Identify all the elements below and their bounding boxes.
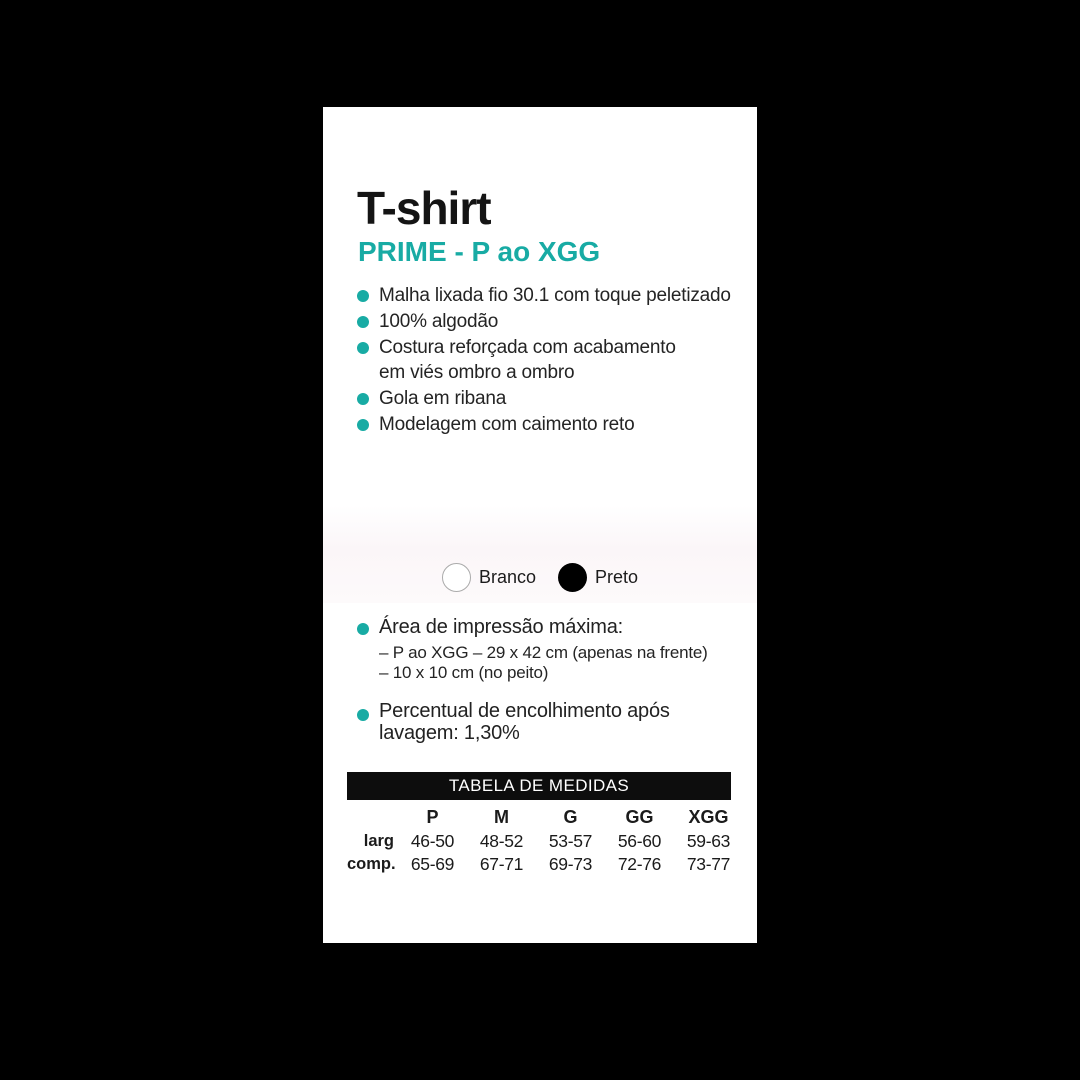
column-header: P	[426, 807, 439, 827]
feature-text: Costura reforçada com acabamento	[379, 337, 676, 358]
row-label: larg	[363, 831, 394, 850]
column-header: XGG	[688, 807, 729, 827]
size-table-header: TABELA DE MEDIDAS	[347, 772, 731, 800]
list-item	[357, 335, 749, 385]
table-cell: 73-77	[686, 854, 731, 874]
table-cell: 46-50	[410, 830, 455, 851]
list-item	[357, 412, 749, 437]
feature-text: 100% algodão	[379, 311, 499, 332]
feature-text: em viés ombro a ombro	[379, 362, 575, 383]
product-subtitle: PRIME - P ao XGG	[358, 236, 601, 267]
table-cell: 72-76	[617, 854, 662, 874]
feature-text: Modelagem com caimento reto	[379, 414, 635, 435]
row-label: comp.	[347, 855, 396, 873]
bullet-dot-icon	[357, 623, 369, 635]
bullet-dot-icon	[357, 342, 369, 354]
bullet-dot-icon	[357, 290, 369, 302]
product-title: T-shirt	[357, 182, 491, 234]
print-area-heading: Área de impressão máxima:	[379, 616, 623, 638]
color-options	[323, 561, 757, 593]
color-label: Preto	[595, 566, 639, 587]
column-header: M	[494, 807, 509, 827]
shrinkage-section	[357, 701, 670, 744]
column-header: GG	[625, 807, 654, 827]
list-item	[357, 283, 749, 308]
print-area-section	[357, 615, 708, 682]
bullet-dot-icon	[357, 709, 369, 721]
size-table	[347, 806, 743, 877]
table-cell: 65-69	[410, 854, 455, 874]
bullet-dot-icon	[357, 393, 369, 405]
color-label: Branco	[478, 566, 536, 587]
white-swatch-icon	[442, 563, 471, 592]
black-swatch-icon	[558, 563, 587, 592]
feature-list	[357, 283, 749, 437]
color-option-branco	[442, 563, 536, 592]
bullet-dot-icon	[357, 419, 369, 431]
feature-text: Malha lixada fio 30.1 com toque peletizado	[379, 285, 731, 306]
table-cell: 53-57	[548, 830, 593, 851]
color-option-preto	[558, 563, 638, 592]
list-item	[357, 309, 749, 334]
table-corner-cell	[347, 806, 398, 830]
column-header: G	[563, 807, 578, 827]
table-cell: 48-52	[479, 830, 524, 851]
product-spec-card	[323, 107, 757, 943]
shrinkage-text: lavagem: 1,30%	[379, 721, 520, 744]
table-cell: 67-71	[479, 854, 524, 874]
table-cell: 59-63	[686, 830, 731, 851]
shrinkage-text: Percentual de encolhimento após	[379, 700, 670, 722]
table-cell: 56-60	[617, 830, 662, 851]
print-area-detail: – 10 x 10 cm (no peito)	[379, 662, 549, 682]
list-item	[357, 386, 749, 411]
print-area-detail: – P ao XGG – 29 x 42 cm (apenas na frente)	[379, 643, 708, 662]
table-cell: 69-73	[548, 854, 593, 874]
bullet-dot-icon	[357, 316, 369, 328]
feature-text: Gola em ribana	[379, 388, 507, 409]
